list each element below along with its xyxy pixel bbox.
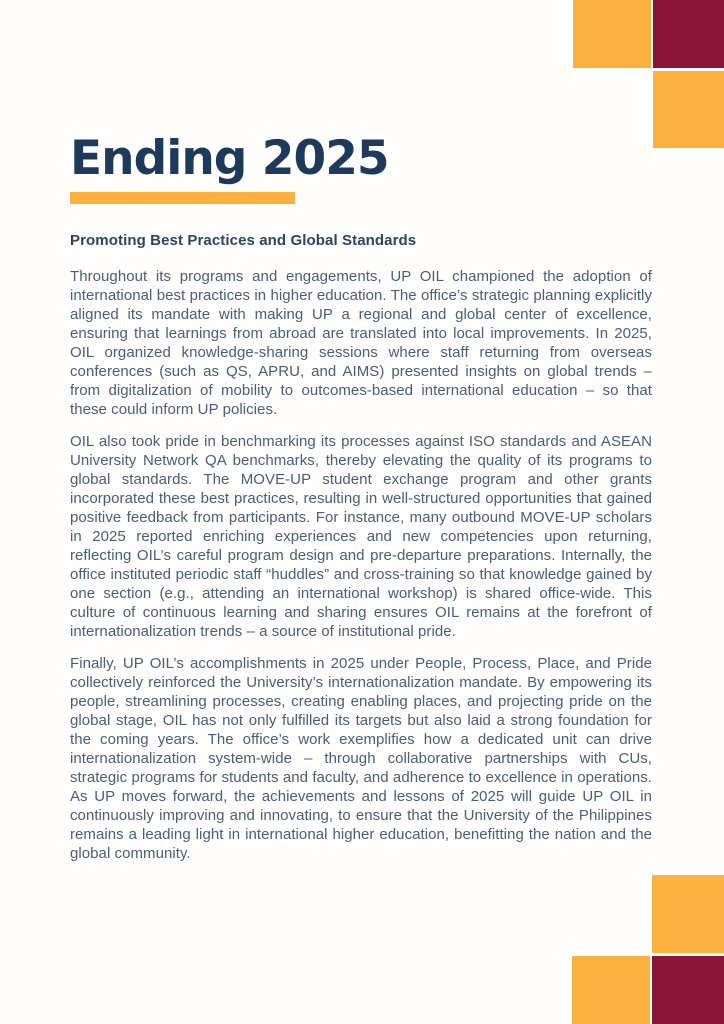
body-paragraph: Finally, UP OIL’s accomplishments in 2025 under People, Process, Place, and Pride collectively reinforced the University’s internationalization mandate. By empowering its people, streamlining processes, creating enabling places, and projecting pride on the global stage, OIL has not only fulfilled its targets but also laid a strong foundation for the coming years. The office’s work exemplifies how a dedicated unit can drive internationalization system-wide – through collaborative partnerships with CUs, strategic programs for students and faculty, and adherence to excellence in operations. As UP moves forward, the achievements and lessons of 2025 will guide UP OIL in continuously improving and innovating, to ensure that the University of the Philippines remains a leading light in international higher education, benefitting the nation and the global community. — [70, 654, 652, 862]
body-text — [70, 267, 652, 863]
page-content — [70, 0, 652, 876]
body-paragraph: OIL also took pride in benchmarking its processes against ISO standards and ASEAN University Network QA benchmarks, thereby elevating the quality of its programs to global standards. The MOVE-UP student exchange program and other grants incorporated these best practices, resulting in well-structured opportunities that gained positive feedback from participants. For instance, many outbound MOVE-UP scholars in 2025 reported enriching experiences and new competencies upon returning, reflecting OIL’s careful program design and pre-departure preparations. Internally, the office instituted periodic staff “huddles” and cross-training so that knowledge gained by one section (e.g., attending an international workshop) is shared office-wide. This culture of continuous learning and sharing ensures OIL remains at the forefront of internationalization trends – a source of institutional pride. — [70, 432, 652, 640]
title-underline-bar — [70, 192, 295, 204]
body-paragraph: Throughout its programs and engagements, UP OIL championed the adoption of international best practices in higher education. The office’s strategic planning explicitly aligned its mandate with making UP a regional and global center of excellence, ensuring that learnings from abroad are translated into local improvements. In 2025, OIL organized knowledge-sharing sessions where staff returning from overseas conferences (such as QS, APRU, and AIMS) presented insights on global trends – from digitalization of mobility to outcomes-based international education – so that these could inform UP policies. — [70, 267, 652, 418]
page-title: Ending 2025 — [70, 131, 389, 186]
corner-square-top-right-orange-lower — [653, 71, 724, 148]
corner-square-bottom-right-orange-left — [572, 956, 650, 1024]
section-heading: Promoting Best Practices and Global Standards — [70, 231, 417, 249]
corner-square-bottom-right-maroon — [652, 956, 724, 1024]
corner-square-bottom-right-orange-upper — [652, 875, 724, 953]
corner-square-top-right-maroon — [653, 0, 724, 68]
